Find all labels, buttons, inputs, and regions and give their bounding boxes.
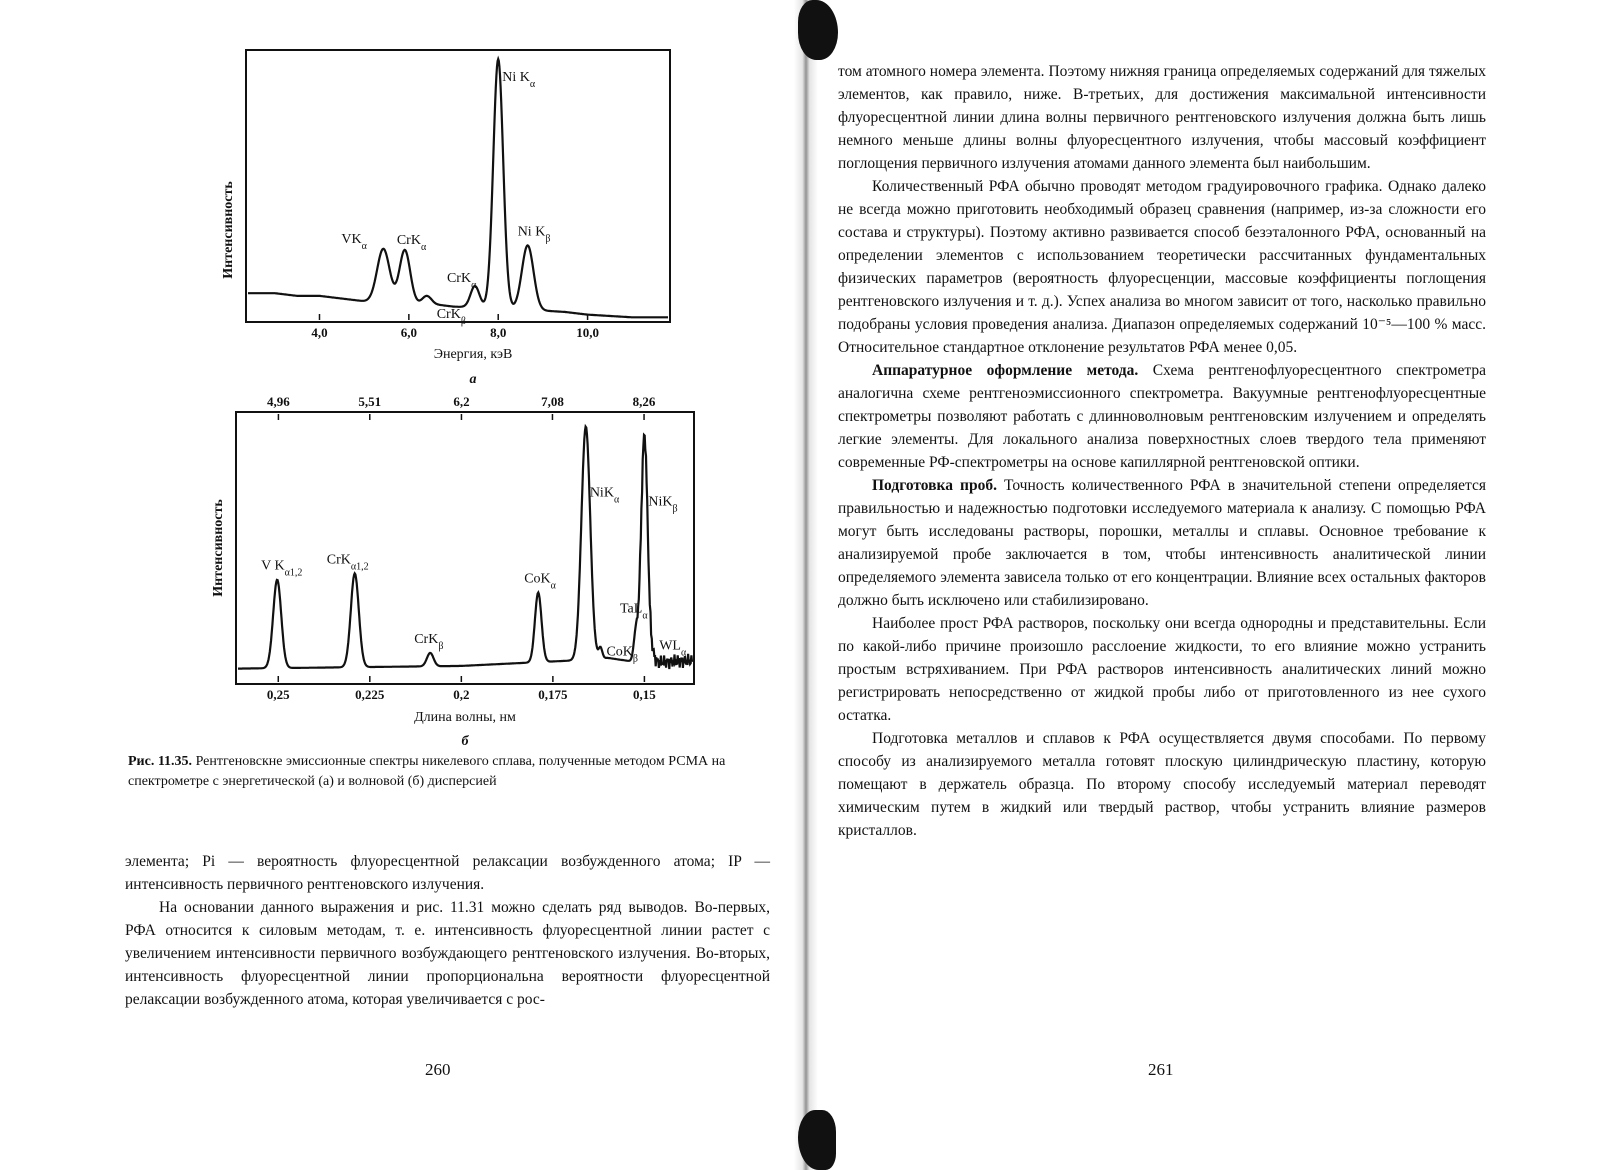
right-paragraph-5: Наиболее прост РФА растворов, поскольку они всегда однородны и представительны. Если по какой-либо причине произошло расслоение жидкости, то его влияние можно устранить простым встряхиванием. При РФА растворов интенсивность аналитических линий можно регистрировать непосредственно от жидкой пробы либо от приготовленного из нее сухого остатка. (838, 615, 1486, 724)
peak-label: CoK$_\alpha$ (524, 571, 556, 591)
peak-label: CrK$_{\alpha 1,2}$ (326, 552, 369, 572)
left-body-text (125, 850, 770, 1011)
peak-label: CrK$_\alpha$ (446, 271, 477, 291)
chart-b-frame (236, 412, 694, 684)
left-paragraph: На основании данного выражения и рис. 11.31 можно сделать ряд выводов. Во-первых, РФА относится к силовым методам, т. е. интенсивность флуоресцентной линии растет с увеличением интенсивности первичного возбуждающего рентгеновского излучения. Во-вторых, интенсивность флуоресцентной линии пропорциональна вероятности флуоресцентной релаксации возбужденного атома, которая увеличивается с рос- (125, 899, 770, 1008)
right-body-text (838, 60, 1486, 842)
x-tick-label: 6,0 (400, 325, 417, 340)
chart-b-spectrum-line (238, 427, 692, 669)
right-paragraph-4-body: Точность количественного РФА в значительной степени определяется правильностью и надежностью подготовки исследуемого материала к анализу. С помощью РФА могут быть исследованы растворы, порошки, металлы и сплавы. Основное требование к анализируемой пробе заключается в том, чтобы интенсивность аналитической линии определяемого элемента зависела только от его концентрации. Влияние всех остальных факторов должно быть исключено или стабилизировано. (838, 477, 1487, 609)
top-tick-label: 5,51 (358, 394, 382, 409)
peak-label: NiK$_\beta$ (648, 494, 678, 514)
chart-b-ticks (267, 676, 656, 702)
top-tick-label: 6,2 (453, 394, 470, 409)
chart-b-wavelength-spectrum (200, 388, 710, 753)
figure-number: Рис. 11.35. (128, 754, 193, 769)
top-tick-label: 8,26 (632, 394, 656, 409)
x-tick-label: 0,25 (266, 687, 290, 702)
peak-label: CoK$_\beta$ (606, 644, 639, 665)
peak-label: NiK$_\alpha$ (589, 485, 620, 505)
x-tick-label: 0,2 (453, 687, 470, 702)
page-number-left: 260 (425, 1060, 451, 1079)
x-tick-label: 8,0 (490, 325, 507, 340)
peak-label: V $K_{\alpha 1,2}$ (261, 558, 303, 579)
right-paragraph-4 (838, 474, 1486, 612)
chart-b-y-label: Интенсивность (211, 499, 226, 597)
chart-b-peak-labels (261, 485, 687, 664)
x-tick-label: 4,0 (311, 325, 328, 340)
peak-label: $VK_\alpha$ (341, 231, 367, 252)
peak-label: Ni $K_\beta$ (517, 224, 551, 244)
right-paragraph-3-body: Схема рентгенофлуоресцентного спектрометра аналогична схеме рентгеноэмиссионного спектрометра. Вакуумные рентгенофлуоресцентные спектрометры позволяют работать с длинноволновым рентгеновским излучением и определять легкие элементы. Для локального анализа поверхностных слоев твердого тела применяют современные РФ-спектрометры на основе капиллярной рентгеновской оптики. (838, 362, 1487, 471)
figure-caption-text: Рентгеновскне эмиссионные спектры никелевого сплава, полученные методом РСМА на спектрометре с энергетической (а) и волновой (б) дисперсией (128, 754, 726, 789)
top-tick-label: 7,08 (541, 394, 564, 409)
chart-b-panel-letter: б (461, 734, 469, 749)
section-heading-apparatus: Аппаратурное оформление метода. (872, 362, 1139, 379)
x-tick-label: 10,0 (576, 325, 599, 340)
peak-label: TaL$_\alpha$ (619, 601, 648, 622)
chart-a-y-label: Интенсивность (221, 181, 236, 279)
x-tick-label: 0,225 (355, 687, 385, 702)
right-paragraph-6: Подготовка металлов и сплавов к РФА осуществляется двумя способами. По первому способу из анализируемого металла готовят плоскую цилиндрическую пластину, которую помещают в держатель образца. По второму способу исследуемый материал переводят химическим путем в жидкий или твердый раствор, чтобы устранить влияние размеров кристаллов. (838, 730, 1486, 839)
x-tick-label: 0,175 (538, 687, 568, 702)
right-paragraph-2: Количественный РФА обычно проводят методом градуировочного графика. Однако далеко не всегда можно приготовить необходимый образец сравнения (например, из-за сложности его состава и структуры). Поэтому активно развивается способ безэталонного РФА, основанный на определении элементов с использованием теоретически рассчитанных фундаментальных физических параметров (вероятность флуоресценции, массовые коэффициенты поглощения рентгеновского излучения и т. д.). Успех анализа во многом зависит от того, насколько правильно подобраны условия проведения анализа. Диапазон определяемых содержаний 10⁻⁵—100 % масс. Относительное стандартное отклонение результатов РФА менее 0,05. (838, 178, 1486, 356)
peak-label: CrK$_\beta$ (436, 306, 466, 327)
peak-label: $WL_\alpha$ (659, 638, 687, 658)
chart-a-x-label: Энергия, кэВ (433, 347, 513, 362)
x-tick-label: 0,15 (633, 687, 656, 702)
chart-b-x-label: Длина волны, нм (414, 710, 516, 725)
right-page (800, 0, 1600, 1170)
chart-a-panel-letter: а (469, 372, 477, 387)
peak-label: CrK$_\beta$ (414, 631, 444, 652)
chart-b-top-axis (267, 394, 656, 420)
right-paragraph-3 (838, 359, 1486, 474)
chart-a-energy-spectrum (210, 40, 680, 390)
top-tick-label: 4,96 (267, 394, 290, 409)
right-paragraph-1: том атомного номера элемента. Поэтому нижняя граница определяемых содержаний для тяжелых элементов, как правило, ниже. В-третьих, для достижения максимальной интенсивности флуоресцентной линии длина волны первичного рентгеновского излучения должна быть лишь немного меньше длины волны флуоресцентного излучения, чтобы массовый коэффициент поглощения первичного излучения атомами данного элемента был наибольшим. (838, 63, 1486, 172)
section-heading-sample-prep: Подготовка проб. (872, 477, 997, 494)
peak-label: Ni $K_\alpha$ (502, 70, 536, 90)
page-number-right: 261 (1148, 1060, 1174, 1079)
left-paragraph: элемента; Pi — вероятность флуоресцентной релаксации возбужденного атома; IP — интенсивность первичного рентгеновского излучения. (125, 853, 770, 893)
peak-label: CrK$_\alpha$ (396, 233, 427, 253)
figure-caption (128, 752, 778, 792)
